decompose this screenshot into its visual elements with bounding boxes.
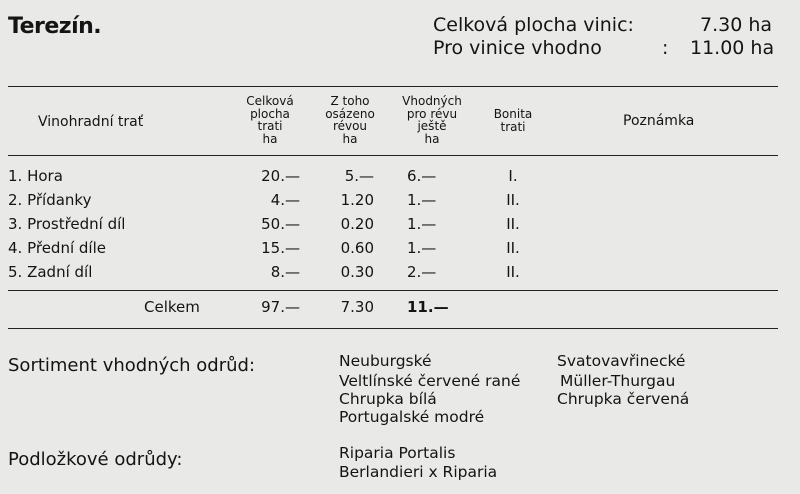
varieties-label: Sortiment vhodných odrůd: [8,355,256,376]
header-vineyard-name: Vinohradní trať [38,114,144,130]
suitable-area-colon: : [662,37,669,59]
row-total-area: 20.— [261,167,300,185]
row-planted-area: 0.30 [340,263,374,281]
variety-item: Portugalské modré [339,408,485,426]
row-vineyard-name: 1. Hora [8,167,63,185]
total-planted-sum: 7.30 [340,298,374,316]
row-rating: II. [506,263,520,281]
row-planted-area: 1.20 [340,191,374,209]
total-suitable-sum: 11.— [407,298,449,316]
row-planted-area: 5.— [344,167,374,185]
table-top-rule [8,86,778,87]
variety-item: Chrupka bílá [339,390,437,408]
header-note: Poznámka [623,113,695,129]
row-suitable-area: 2.— [407,263,437,281]
variety-item: Chrupka červená [557,390,690,408]
row-planted-area: 0.20 [340,215,374,233]
header-rule [8,155,778,156]
row-rating: I. [508,167,518,185]
row-suitable-area: 1.— [407,239,437,257]
variety-item: Neuburgské [339,352,432,370]
row-rating: II. [506,239,520,257]
total-area-label: Celková plocha vinic: [433,14,634,36]
total-area-value: 7.30 ha [700,14,773,36]
rootstock-item: Berlandieri x Riparia [339,463,498,481]
total-label: Celkem [144,298,200,316]
row-vineyard-name: 3. Prostřední díl [8,215,126,233]
row-suitable-area: 6.— [407,167,437,185]
row-vineyard-name: 5. Zadní díl [8,263,93,281]
row-total-area: 8.— [270,263,300,281]
suitable-area-label: Pro vinice vhodno [433,37,602,59]
row-rating: II. [506,215,520,233]
row-total-area: 50.— [261,215,300,233]
page-title: Terezín. [8,14,102,39]
suitable-area-value: 11.00 ha [690,37,775,59]
row-total-area: 15.— [261,239,300,257]
total-rule [8,290,778,291]
header-total-area: Celková plocha trati ha [246,94,294,146]
header-planted: Z toho osázeno révou ha [325,94,375,146]
row-suitable-area: 1.— [407,215,437,233]
row-vineyard-name: 4. Přední díle [8,239,106,257]
row-total-area: 4.— [270,191,300,209]
table-bottom-rule [8,328,778,329]
row-suitable-area: 1.— [407,191,437,209]
rootstock-item: Riparia Portalis [339,444,456,462]
rootstocks-label: Podložkové odrůdy: [8,449,183,470]
header-suitable: Vhodných pro révu ještě ha [402,94,462,146]
variety-item: Svatovavřinecké [557,352,686,370]
row-vineyard-name: 2. Přídanky [8,191,92,209]
variety-item: Veltlínské červené rané [339,372,521,390]
header-rating: Bonita trati [493,107,533,134]
variety-item: Müller-Thurgau [560,372,676,390]
row-planted-area: 0.60 [340,239,374,257]
total-area-sum: 97.— [261,298,300,316]
row-rating: II. [506,191,520,209]
